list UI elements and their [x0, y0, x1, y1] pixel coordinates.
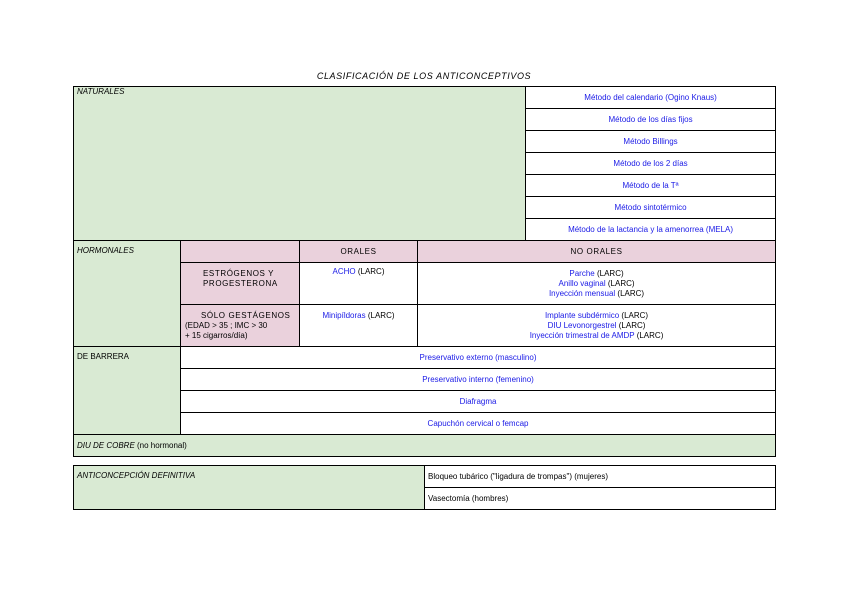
hormonales-label: HORMONALES: [74, 241, 181, 347]
diu-label: DIU DE COBRE: [77, 440, 135, 450]
hormonales-corner-cell: [181, 241, 300, 263]
inyeccion-mensual-name: Inyección mensual: [548, 288, 616, 298]
no-orales-header: NO ORALES: [418, 241, 776, 263]
barrera-method: Capuchón cervical o femcap: [181, 413, 776, 435]
barrera-method: Preservativo externo (masculino): [181, 347, 776, 369]
acho-cell: [300, 263, 418, 305]
diu-lng-name: DIU Levonorgestrel: [547, 320, 617, 330]
definitiva-item: Vasectomía (hombres): [425, 488, 776, 510]
anillo-suffix: (LARC): [605, 278, 635, 288]
minipildoras-name: Minipíldoras: [322, 311, 366, 320]
inyeccion-mensual-suffix: (LARC): [615, 288, 645, 298]
orales-header: ORALES: [300, 241, 418, 263]
diu-cell: [74, 435, 776, 457]
natural-method: Método de la lactancia y la amenorrea (MELA): [526, 219, 776, 241]
progestin-no-orales-cell: [418, 305, 776, 347]
diu-row: [74, 435, 776, 457]
anillo-name: Anillo vaginal: [558, 278, 606, 288]
natural-method: Método sintotérmico: [526, 197, 776, 219]
progestin-criteria-2: + 15 cigarros/día): [185, 331, 248, 340]
barrera-method: Preservativo interno (femenino): [181, 369, 776, 391]
acho-name: ACHO: [332, 267, 356, 276]
minipildoras-cell: [300, 305, 418, 347]
minipildoras-suffix: (LARC): [365, 311, 395, 320]
natural-method: Método de los días fijos: [526, 109, 776, 131]
implante-suffix: (LARC): [619, 310, 649, 320]
amdp-suffix: (LARC): [634, 330, 664, 340]
natural-method: Método de la Tª: [526, 175, 776, 197]
diu-lng-suffix: (LARC): [616, 320, 646, 330]
barrera-method: Diafragma: [181, 391, 776, 413]
classification-table: [73, 86, 776, 457]
parche-name: Parche: [569, 268, 595, 278]
progestin-criteria-1: (EDAD > 35 ; IMC > 30: [185, 321, 268, 330]
combined-no-orales-cell: [418, 263, 776, 305]
progestin-label-cell: [181, 305, 300, 347]
definitiva-table: [73, 465, 776, 510]
natural-method: Método Billings: [526, 131, 776, 153]
natural-method: Método de los 2 días: [526, 153, 776, 175]
amdp-name: Inyección trimestral de AMDP: [529, 330, 635, 340]
acho-suffix: (LARC): [355, 267, 385, 276]
barrera-label: DE BARRERA: [74, 347, 181, 435]
naturales-label: NATURALES: [74, 87, 526, 241]
definitiva-label: ANTICONCEPCIÓN DEFINITIVA: [74, 466, 425, 510]
progestin-label: SÓLO GESTÁGENOS: [201, 311, 291, 320]
definitiva-item: Bloqueo tubárico ("ligadura de trompas") (mujeres): [425, 466, 776, 488]
barrera-row: [74, 347, 776, 369]
naturales-row: [74, 87, 776, 109]
natural-method: Método del calendario (Ogino Knaus): [526, 87, 776, 109]
parche-suffix: (LARC): [594, 268, 624, 278]
page-title: CLASIFICACIÓN DE LOS ANTICONCEPTIVOS: [316, 71, 532, 81]
diu-suffix: (no hormonal): [134, 440, 187, 450]
implante-name: Implante subdérmico: [544, 310, 620, 320]
hormonales-header-row: [74, 241, 776, 263]
combined-label: ESTRÓGENOS Y PROGESTERONA: [181, 263, 300, 305]
